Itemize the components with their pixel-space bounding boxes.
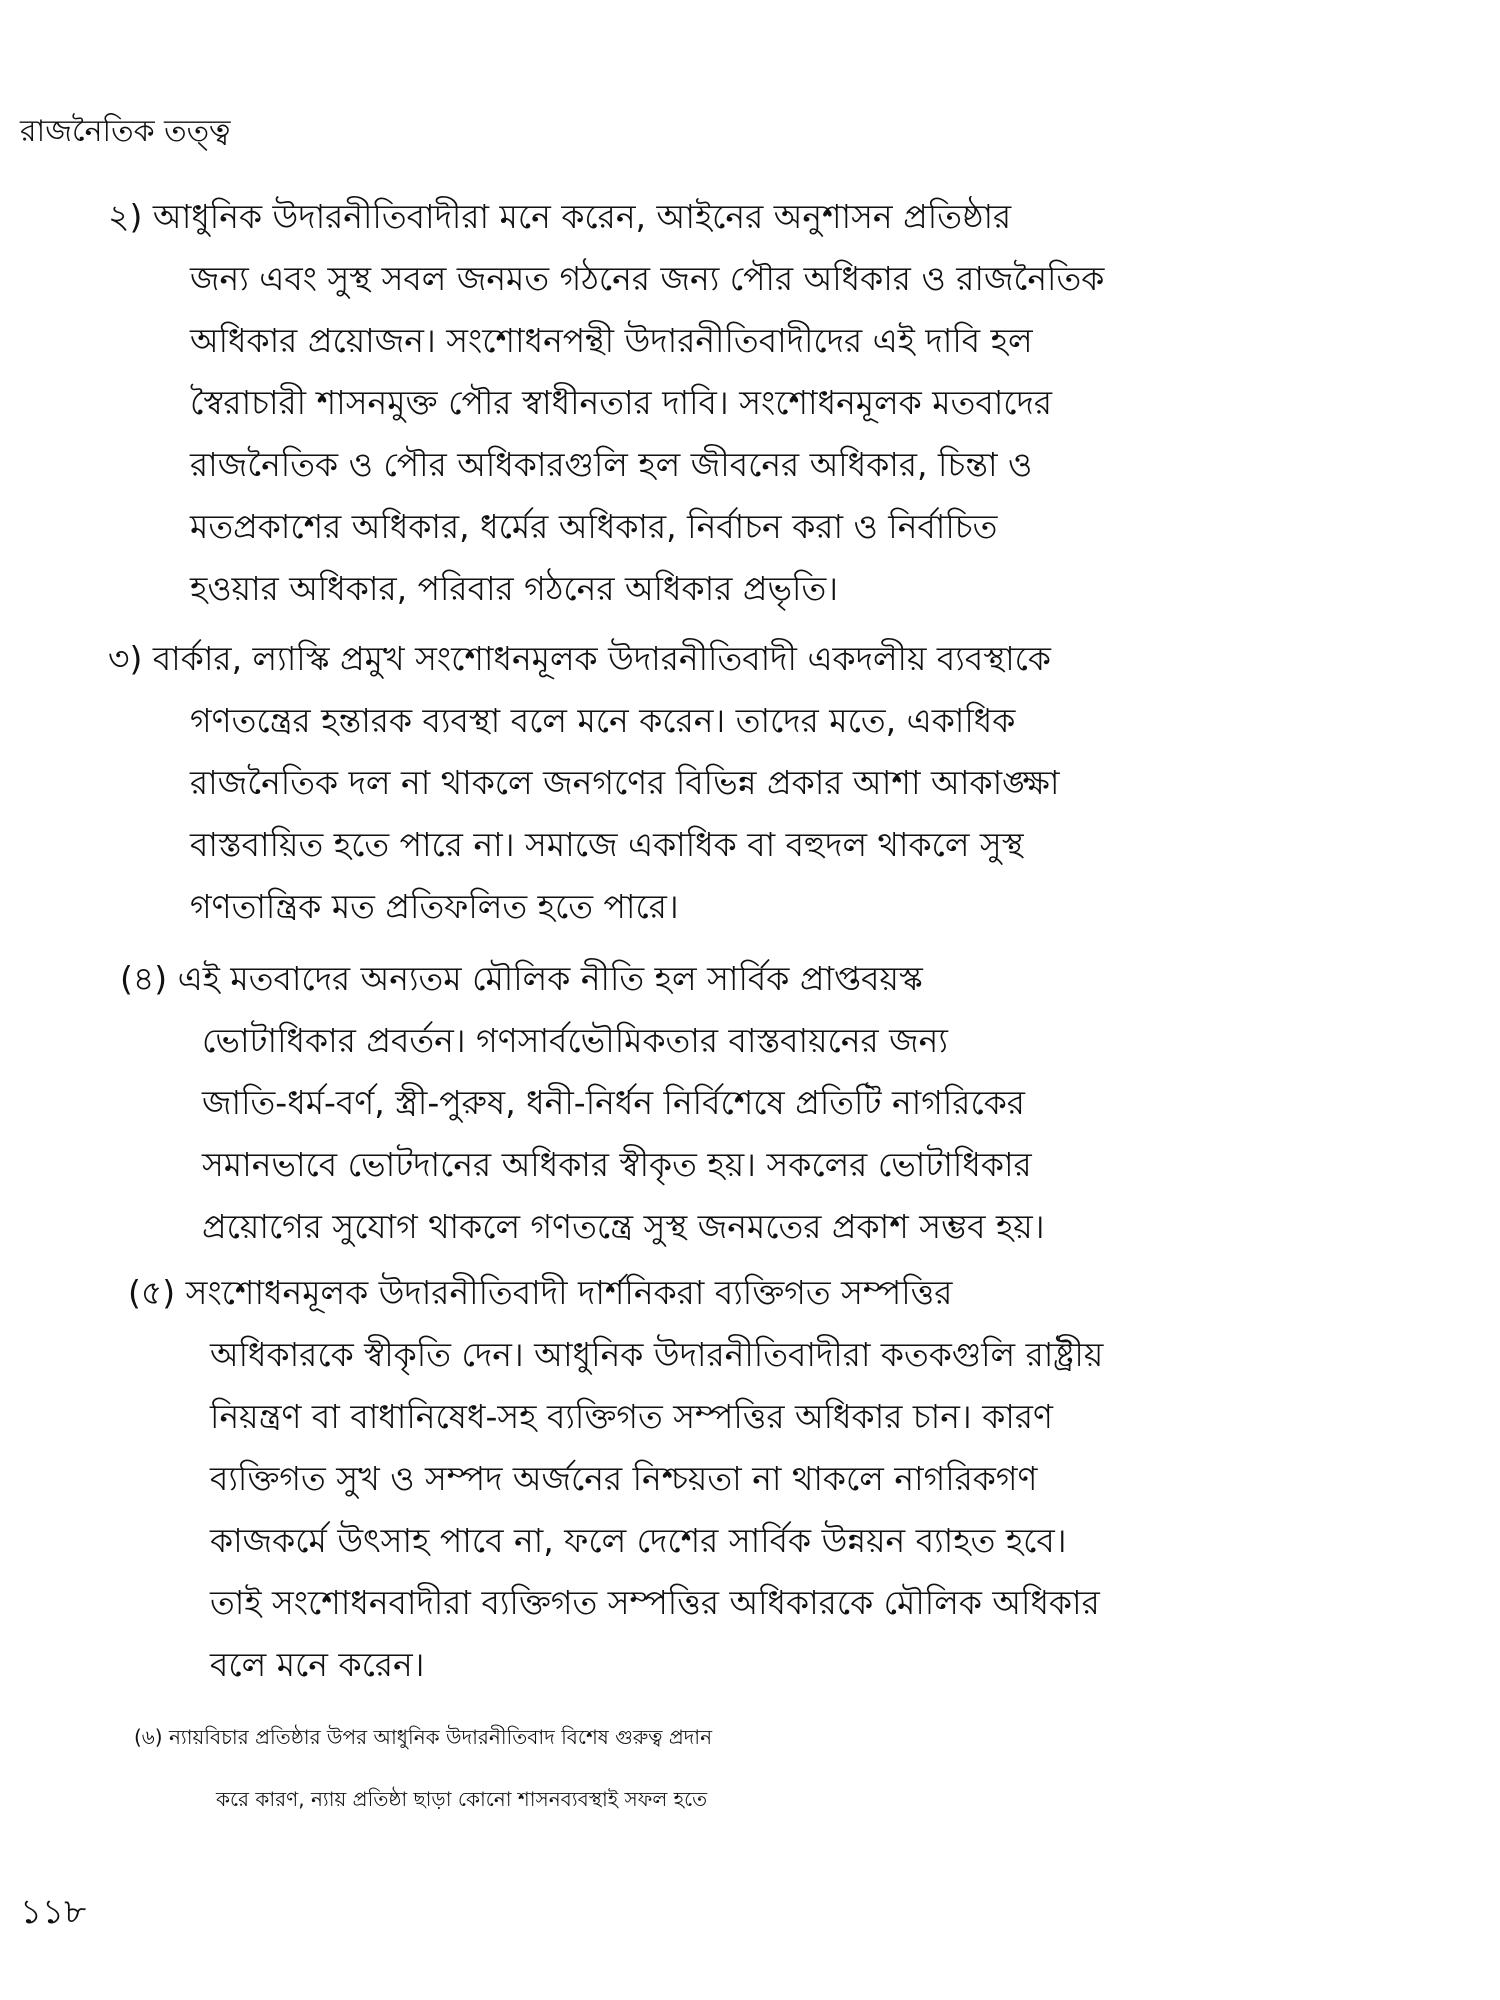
paragraph-line: ভোটাধিকার প্রবর্তন। গণসার্বভৌমিকতার বাস্তবায়নের জন্য: [202, 1021, 948, 1060]
paragraph-line: (৬) ন্যায়বিচার প্রতিষ্ঠার উপর আধুনিক উদারনীতিবাদ বিশেষ গুরুত্ব প্রদান: [134, 1725, 713, 1749]
paragraph-line: রাজনৈতিক দল না থাকলে জনগণের বিভিন্ন প্রকার আশা আকাঙ্ক্ষা: [190, 763, 1060, 802]
paragraph-line: (৪) এই মতবাদের অন্যতম মৌলিক নীতি হল সার্বিক প্রাপ্তবয়স্ক: [120, 959, 923, 998]
paragraph-line: করে কারণ, ন্যায় প্রতিষ্ঠা ছাড়া কোনো শাসনব্যবস্থাই সফল হতে: [216, 1787, 708, 1811]
paragraph-line: হওয়ার অধিকার, পরিবার গঠনের অধিকার প্রভৃতি।: [190, 569, 839, 608]
running-header: রাজনৈতিক তত্ত্ব: [20, 114, 231, 149]
paragraph-line: নিয়ন্ত্রণ বা বাধানিষেধ-সহ ব্যক্তিগত সম্পত্তির অধিকার চান। কারণ: [210, 1397, 1053, 1436]
paragraph-line: অধিকার প্রয়োজন। সংশোধনপন্থী উদারনীতিবাদীদের এই দাবি হল: [190, 321, 1033, 360]
paragraph-line: বলে মনে করেন।: [210, 1645, 425, 1684]
point-4: [120, 948, 1470, 1258]
paragraph-line: অধিকারকে স্বীকৃতি দেন। আধুনিক উদারনীতিবাদীরা কতকগুলি রাষ্ট্রীয়: [210, 1335, 1104, 1374]
page-number: ১১৮: [20, 1892, 87, 1932]
paragraph-line: তাই সংশোধনবাদীরা ব্যক্তিগত সম্পত্তির অধিকারকে মৌলিক অধিকার: [210, 1583, 1100, 1622]
point-2: [108, 186, 1458, 620]
paragraph-line: ব্যক্তিগত সুখ ও সম্পদ অর্জনের নিশ্চয়তা না থাকলে নাগরিকগণ: [210, 1459, 1038, 1498]
point-3: [108, 628, 1458, 938]
paragraph-line: প্রয়োগের সুযোগ থাকলে গণতন্ত্রে সুস্থ জনমতের প্রকাশ সম্ভব হয়।: [202, 1207, 1045, 1246]
point-5: [128, 1262, 1478, 1696]
paragraph-line: ৩) বার্কার, ল্যাস্কি প্রমুখ সংশোধনমূলক উদারনীতিবাদী একদলীয় ব্যবস্থাকে: [108, 639, 1051, 678]
paragraph-line: কাজকর্মে উৎসাহ পাবে না, ফলে দেশের সার্বিক উন্নয়ন ব্যাহত হবে।: [210, 1521, 1067, 1560]
paragraph-line: স্বৈরাচারী শাসনমুক্ত পৌর স্বাধীনতার দাবি। সংশোধনমূলক মতবাদের: [190, 383, 1053, 422]
paragraph-line: জাতি-ধর্ম-বর্ণ, স্ত্রী-পুরুষ, ধনী-নির্ধন নির্বিশেষে প্রতিটি নাগরিকের: [202, 1083, 1025, 1122]
paragraph-line: বাস্তবায়িত হতে পারে না। সমাজে একাধিক বা বহুদল থাকলে সুস্থ: [190, 825, 1024, 864]
paragraph-line: মতপ্রকাশের অধিকার, ধর্মের অধিকার, নির্বাচন করা ও নির্বাচিত: [190, 507, 998, 546]
paragraph-line: গণতন্ত্রের হন্তারক ব্যবস্থা বলে মনে করেন। তাদের মতে, একাধিক: [190, 701, 1016, 740]
paragraph-line: জন্য এবং সুস্থ সবল জনমত গঠনের জন্য পৌর অধিকার ও রাজনৈতিক: [190, 259, 1105, 298]
paragraph-line: গণতান্ত্রিক মত প্রতিফলিত হতে পারে।: [190, 887, 679, 926]
paragraph-line: (৫) সংশোধনমূলক উদারনীতিবাদী দার্শনিকরা ব্যক্তিগত সম্পত্তির: [128, 1273, 953, 1312]
paragraph-line: ২) আধুনিক উদারনীতিবাদীরা মনে করেন, আইনের অনুশাসন প্রতিষ্ঠার: [108, 197, 1012, 236]
paragraph-line: রাজনৈতিক ও পৌর অধিকারগুলি হল জীবনের অধিকার, চিন্তা ও: [190, 445, 1033, 484]
point-6: [134, 1706, 1484, 1830]
paragraph-line: সমানভাবে ভোটদানের অধিকার স্বীকৃত হয়। সকলের ভোটাধিকার: [202, 1145, 1032, 1184]
